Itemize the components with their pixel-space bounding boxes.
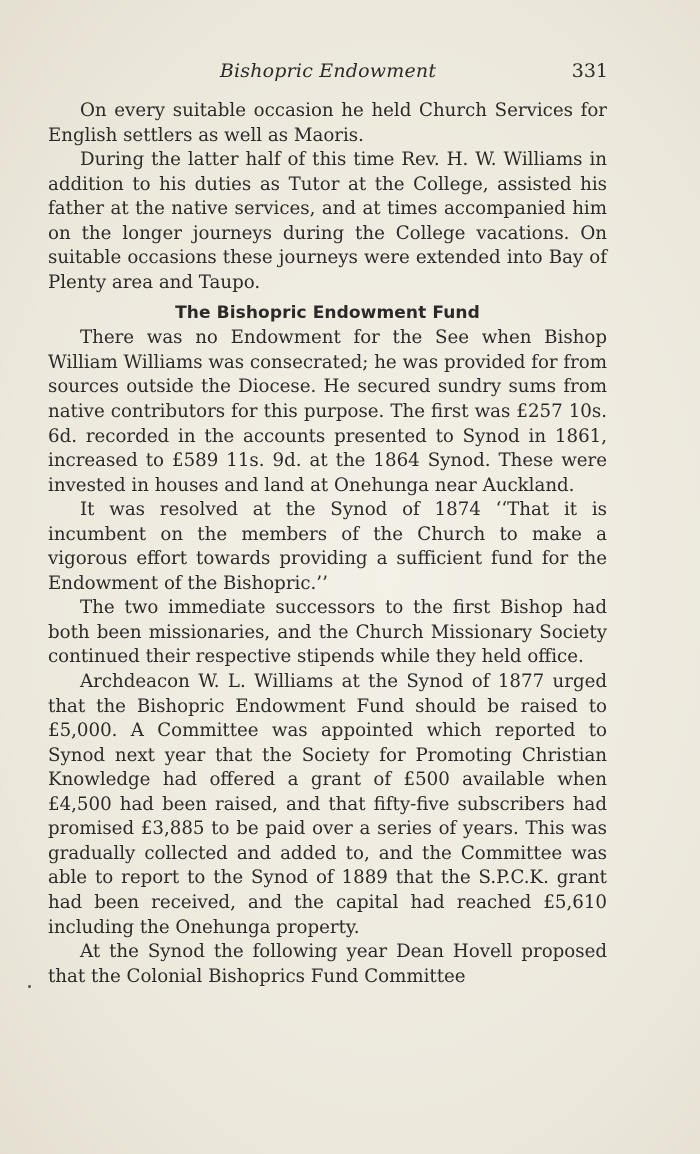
body-text <box>48 99 607 989</box>
paragraph: During the latter half of this time Rev. H. W. Williams in addition to his duties as Tutor at the College, assisted his father at the native services, and at times accompanied him on the longer journeys during the College vacations. On suitable occasions these journeys were extended into Bay of Plenty area and Taupo. <box>48 149 607 293</box>
page-header <box>48 60 608 88</box>
section-heading: The Bishopric Endowment Fund <box>175 303 480 324</box>
running-title: Bishopric Endowment <box>219 60 437 82</box>
paragraph: The two immediate successors to the first Bishop had both been missionaries, and the Church Missionary Society continued their respective stipends while they held office. <box>48 597 607 668</box>
page-number: 331 <box>571 60 608 82</box>
paragraph: It was resolved at the Synod of 1874 ‘‘That it is incumbent on the members of the Church to make a vigorous effort towards providing a sufficient fund for the Endowment of the Bishopric.’’ <box>48 499 607 594</box>
paragraph: There was no Endowment for the See when Bishop William Williams was consecrated; he was provided for from sources outside the Diocese. He secured sundry sums from native contributors for this purpose. The first was £257 10s. 6d. recorded in the accounts presented to Synod in 1861, increased to £589 11s. 9d. at the 1864 Synod. These were invested in houses and land at Onehunga near Auckland. <box>48 327 607 496</box>
paragraph: On every suitable occasion he held Church Services for English settlers as well as Maoris. <box>48 100 607 146</box>
paragraph: At the Synod the following year Dean Hovell proposed that the Colonial Bishoprics Fund Committee <box>48 941 607 987</box>
paragraph: Archdeacon W. L. Williams at the Synod of 1877 urged that the Bishopric Endowment Fund should be raised to £5,000. A Committee was appointed which reported to Synod next year that the Society for Promoting Christian Knowledge had offered a grant of £500 available when £4,500 had been raised, and that fifty-five subscribers had promised £3,885 to be paid over a series of years. This was gradually collected and added to, and the Committee was able to report to the Synod of 1889 that the S.P.C.K. grant had been received, and the capital had reached £5,610 including the Onehunga property. <box>48 671 607 938</box>
ink-speck <box>28 985 31 988</box>
